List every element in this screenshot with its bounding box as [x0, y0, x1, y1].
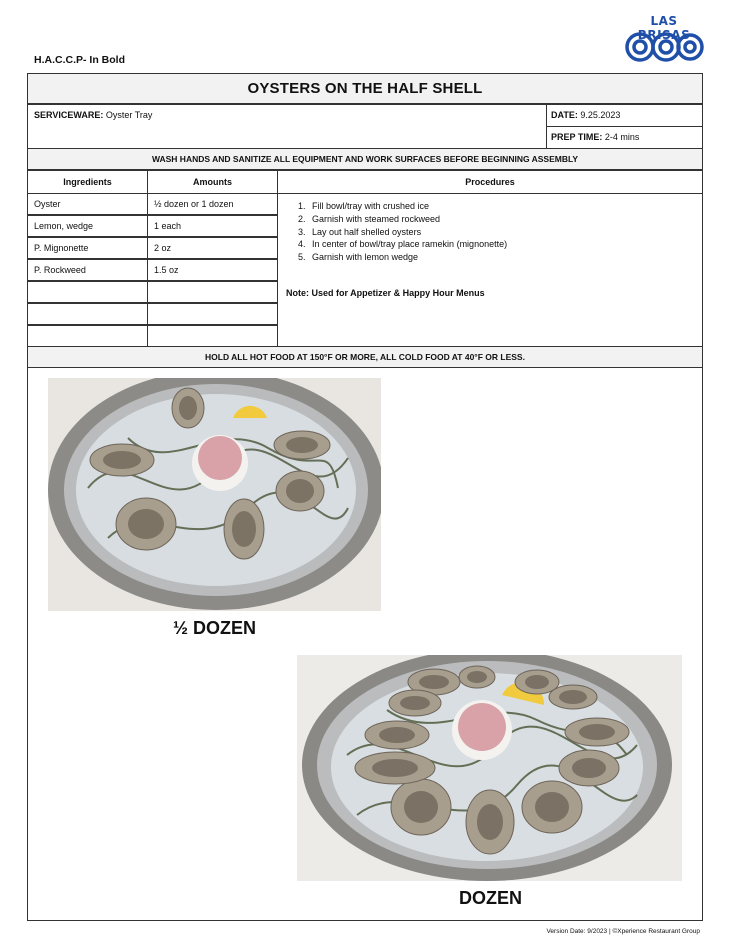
procedure-step: 3. Lay out half shelled oysters: [308, 226, 694, 239]
half-dozen-photo: [48, 378, 381, 611]
serviceware-label: SERVICEWARE:: [34, 110, 104, 120]
ingredient-cell: P. Rockweed: [27, 259, 148, 281]
date-value: 9.25.2023: [580, 110, 621, 120]
amount-cell: [147, 281, 278, 303]
procedure-step: 5. Garnish with lemon wedge: [308, 251, 694, 264]
amount-cell: 1.5 oz: [147, 259, 278, 281]
ingredient-cell: [27, 303, 148, 325]
ingredient-cell: Oyster: [27, 193, 148, 215]
menu-note: Note: Used for Appetizer & Happy Hour Menus: [286, 287, 485, 298]
amount-cell: [147, 303, 278, 325]
procedure-step: 2. Garnish with steamed rockweed: [308, 213, 694, 226]
wash-notice: WASH HANDS AND SANITIZE ALL EQUIPMENT AND WORK SURFACES BEFORE BEGINNING ASSEMBLY: [27, 148, 703, 170]
ingredient-cell: [27, 325, 148, 347]
amounts-header: Amounts: [147, 170, 278, 194]
serviceware-cell: [27, 104, 547, 149]
amount-cell: ½ dozen or 1 dozen: [147, 193, 278, 215]
recipe-title: OYSTERS ON THE HALF SHELL: [27, 73, 703, 104]
version-footer: Version Date: 9/2023 | ©Xperience Restaurant Group: [546, 928, 700, 935]
procedures-cell: [277, 193, 703, 347]
half-dozen-caption: ½ DOZEN: [173, 618, 257, 638]
amount-cell: 1 each: [147, 215, 278, 237]
date-cell: [546, 104, 703, 127]
wave-logo-icon: [620, 14, 706, 64]
procedure-step: 4. In center of bowl/tray place ramekin (mignonette): [308, 238, 694, 251]
haccp-note: H.A.C.C.P- In Bold: [34, 54, 125, 66]
dozen-caption: DOZEN: [459, 888, 522, 908]
prep-time-value: 2-4 mins: [604, 132, 640, 142]
ingredients-header: Ingredients: [27, 170, 148, 194]
serviceware-value: Oyster Tray: [105, 110, 153, 120]
hold-notice: HOLD ALL HOT FOOD AT 150°F OR MORE, ALL COLD FOOD AT 40°F OR LESS.: [27, 346, 703, 368]
logo-text: LAS BRISAS: [637, 14, 691, 42]
amount-cell: [147, 325, 278, 347]
prep-time-cell: [546, 126, 703, 149]
dozen-photo: [297, 655, 682, 881]
date-label: DATE:: [551, 110, 578, 120]
amount-cell: 2 oz: [147, 237, 278, 259]
ingredient-cell: P. Mignonette: [27, 237, 148, 259]
procedures-header: Procedures: [277, 170, 703, 194]
ingredient-cell: [27, 281, 148, 303]
ingredient-cell: Lemon, wedge: [27, 215, 148, 237]
prep-time-label: PREP TIME:: [551, 132, 603, 142]
procedure-list: [286, 200, 694, 264]
las-brisas-logo: [620, 14, 706, 64]
procedure-step: 1. Fill bowl/tray with crushed ice: [308, 200, 694, 213]
